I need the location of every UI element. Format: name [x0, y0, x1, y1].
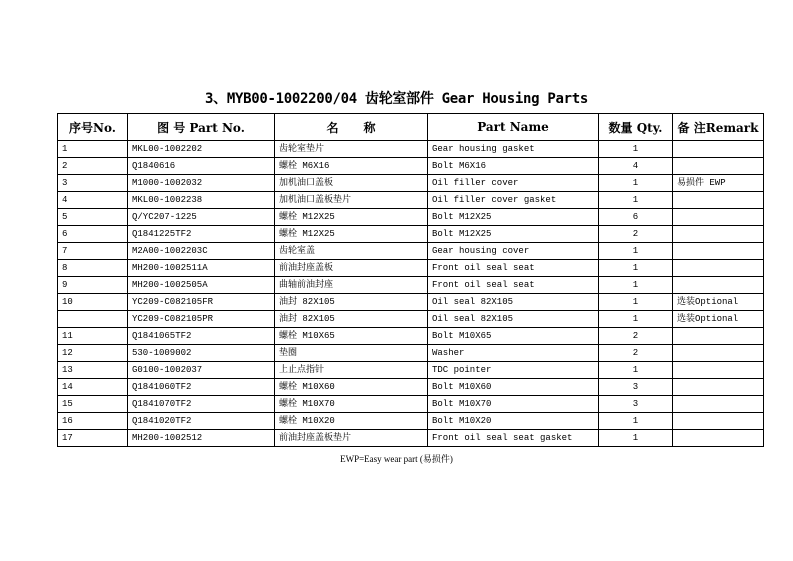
cell-no: 14 — [58, 379, 128, 396]
cell-no: 11 — [58, 328, 128, 345]
cell-name-cn: 螺栓 M10X60 — [275, 379, 428, 396]
cell-remark — [673, 413, 764, 430]
cell-name-cn: 油封 82X105 — [275, 311, 428, 328]
cell-part-no: Q1841060TF2 — [128, 379, 275, 396]
cell-qty: 1 — [599, 413, 673, 430]
cell-part-name: Oil seal 82X105 — [428, 294, 599, 311]
cell-name-cn: 油封 82X105 — [275, 294, 428, 311]
cell-part-name: Front oil seal seat — [428, 277, 599, 294]
cell-part-no: MH200-1002512 — [128, 430, 275, 447]
table-row — [58, 345, 764, 362]
cell-part-no: YC209-C082105PR — [128, 311, 275, 328]
cell-name-cn: 螺栓 M12X25 — [275, 209, 428, 226]
cell-part-no: G0100-1002037 — [128, 362, 275, 379]
header-part-name: Part Name — [428, 114, 599, 141]
cell-no: 4 — [58, 192, 128, 209]
cell-part-no: Q1841225TF2 — [128, 226, 275, 243]
cell-part-name: Washer — [428, 345, 599, 362]
cell-remark — [673, 396, 764, 413]
cell-qty: 3 — [599, 396, 673, 413]
cell-name-cn: 螺栓 M10X70 — [275, 396, 428, 413]
cell-remark — [673, 141, 764, 158]
cell-part-name: Bolt M12X25 — [428, 226, 599, 243]
cell-part-name: Gear housing cover — [428, 243, 599, 260]
table-row — [58, 141, 764, 158]
cell-name-cn: 加机油口盖板 — [275, 175, 428, 192]
cell-no: 13 — [58, 362, 128, 379]
table-row — [58, 209, 764, 226]
cell-no: 9 — [58, 277, 128, 294]
cell-part-no: YC209-C082105FR — [128, 294, 275, 311]
cell-remark: 选装Optional — [673, 311, 764, 328]
cell-no: 1 — [58, 141, 128, 158]
cell-part-no: Q1841020TF2 — [128, 413, 275, 430]
cell-part-no: M1000-1002032 — [128, 175, 275, 192]
cell-name-cn: 螺栓 M6X16 — [275, 158, 428, 175]
cell-part-no: Q/YC207-1225 — [128, 209, 275, 226]
cell-name-cn: 螺栓 M10X65 — [275, 328, 428, 345]
cell-name-cn: 前油封座盖板 — [275, 260, 428, 277]
cell-part-no: M2A00-1002203C — [128, 243, 275, 260]
table-row — [58, 158, 764, 175]
cell-part-name: Bolt M12X25 — [428, 209, 599, 226]
cell-qty: 1 — [599, 175, 673, 192]
table-row — [58, 243, 764, 260]
cell-remark — [673, 260, 764, 277]
cell-part-name: Oil filler cover — [428, 175, 599, 192]
cell-part-name: Bolt M6X16 — [428, 158, 599, 175]
header-part-no: 图 号 Part No. — [128, 114, 275, 141]
cell-part-name: Oil filler cover gasket — [428, 192, 599, 209]
cell-qty: 1 — [599, 260, 673, 277]
cell-qty: 1 — [599, 294, 673, 311]
cell-qty: 6 — [599, 209, 673, 226]
cell-name-cn: 齿轮室垫片 — [275, 141, 428, 158]
cell-qty: 1 — [599, 311, 673, 328]
cell-remark — [673, 379, 764, 396]
cell-no: 8 — [58, 260, 128, 277]
header-name-cn: 名 称 — [275, 114, 428, 141]
table-row — [58, 294, 764, 311]
cell-remark — [673, 430, 764, 447]
cell-no: 10 — [58, 294, 128, 311]
cell-part-name: Gear housing gasket — [428, 141, 599, 158]
cell-name-cn: 上止点指针 — [275, 362, 428, 379]
parts-table — [57, 113, 764, 447]
cell-part-name: TDC pointer — [428, 362, 599, 379]
cell-part-name: Bolt M10X65 — [428, 328, 599, 345]
cell-part-name: Bolt M10X20 — [428, 413, 599, 430]
cell-no: 2 — [58, 158, 128, 175]
cell-remark: 选装Optional — [673, 294, 764, 311]
cell-part-name: Oil seal 82X105 — [428, 311, 599, 328]
cell-name-cn: 垫圈 — [275, 345, 428, 362]
cell-no: 17 — [58, 430, 128, 447]
cell-no: 16 — [58, 413, 128, 430]
table-row — [58, 311, 764, 328]
table-row — [58, 379, 764, 396]
cell-no: 6 — [58, 226, 128, 243]
cell-part-no: MKL00-1002238 — [128, 192, 275, 209]
cell-part-name: Front oil seal seat — [428, 260, 599, 277]
cell-remark — [673, 328, 764, 345]
cell-part-no: Q1841070TF2 — [128, 396, 275, 413]
cell-remark — [673, 209, 764, 226]
cell-name-cn: 螺栓 M10X20 — [275, 413, 428, 430]
cell-remark: 易损件 EWP — [673, 175, 764, 192]
cell-remark — [673, 277, 764, 294]
page-title: 3、MYB00-1002200/04 齿轮室部件 Gear Housing Parts — [205, 91, 588, 107]
table-row — [58, 277, 764, 294]
cell-qty: 2 — [599, 226, 673, 243]
table-row — [58, 192, 764, 209]
cell-qty: 4 — [599, 158, 673, 175]
table-row — [58, 430, 764, 447]
cell-qty: 1 — [599, 243, 673, 260]
cell-name-cn: 螺栓 M12X25 — [275, 226, 428, 243]
cell-remark — [673, 243, 764, 260]
footnote: EWP=Easy wear part (易损件) — [340, 454, 453, 464]
cell-name-cn: 前油封座盖板垫片 — [275, 430, 428, 447]
table-row — [58, 362, 764, 379]
table-row — [58, 413, 764, 430]
cell-no: 15 — [58, 396, 128, 413]
cell-remark — [673, 345, 764, 362]
cell-no — [58, 311, 128, 328]
table-row — [58, 396, 764, 413]
cell-part-no: Q1840616 — [128, 158, 275, 175]
cell-part-no: MH200-1002511A — [128, 260, 275, 277]
header-remark: 备 注Remark — [673, 114, 764, 141]
cell-no: 3 — [58, 175, 128, 192]
cell-qty: 1 — [599, 192, 673, 209]
cell-qty: 1 — [599, 362, 673, 379]
cell-no: 7 — [58, 243, 128, 260]
table-row — [58, 328, 764, 345]
cell-qty: 3 — [599, 379, 673, 396]
table-header-row — [58, 114, 764, 141]
cell-name-cn: 加机油口盖板垫片 — [275, 192, 428, 209]
table-row — [58, 175, 764, 192]
cell-qty: 1 — [599, 430, 673, 447]
cell-qty: 1 — [599, 141, 673, 158]
cell-remark — [673, 192, 764, 209]
cell-part-name: Front oil seal seat gasket — [428, 430, 599, 447]
cell-name-cn: 齿轮室盖 — [275, 243, 428, 260]
header-no: 序号No. — [58, 114, 128, 141]
cell-part-no: MH200-1002505A — [128, 277, 275, 294]
cell-no: 5 — [58, 209, 128, 226]
cell-name-cn: 曲轴前油封座 — [275, 277, 428, 294]
cell-qty: 1 — [599, 277, 673, 294]
cell-part-no: MKL00-1002202 — [128, 141, 275, 158]
cell-qty: 2 — [599, 345, 673, 362]
cell-part-no: Q1841065TF2 — [128, 328, 275, 345]
cell-part-name: Bolt M10X70 — [428, 396, 599, 413]
cell-no: 12 — [58, 345, 128, 362]
cell-part-no: 530-1009002 — [128, 345, 275, 362]
table-row — [58, 260, 764, 277]
cell-remark — [673, 226, 764, 243]
cell-qty: 2 — [599, 328, 673, 345]
cell-remark — [673, 158, 764, 175]
cell-part-name: Bolt M10X60 — [428, 379, 599, 396]
table-row — [58, 226, 764, 243]
header-qty: 数量 Qty. — [599, 114, 673, 141]
cell-remark — [673, 362, 764, 379]
